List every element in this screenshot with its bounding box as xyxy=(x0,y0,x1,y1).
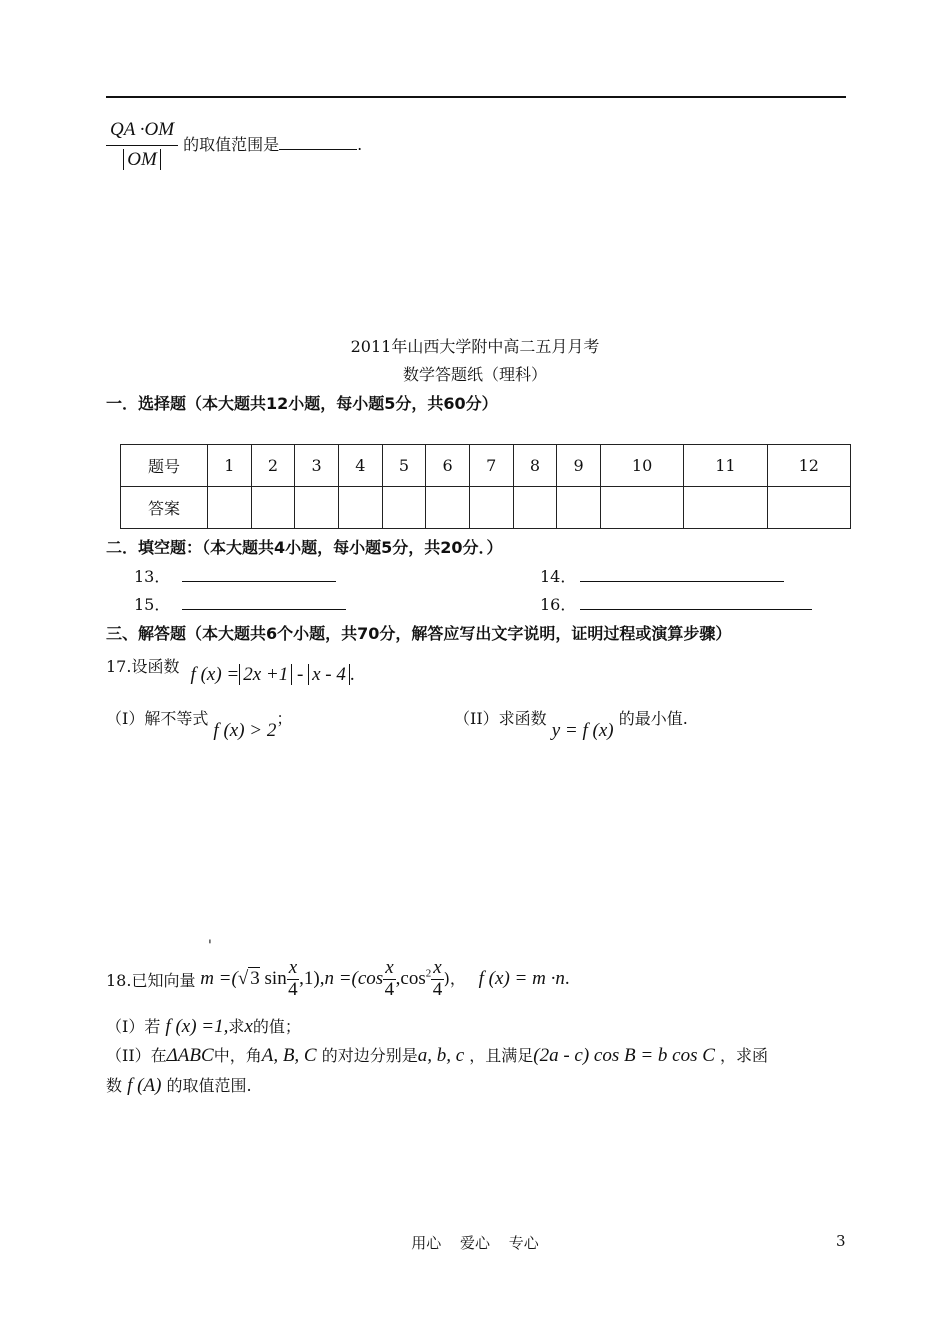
fraction-numerator: QA ·OM xyxy=(106,120,178,146)
fraction-x-over-4: $\frac{x}{4}$ xyxy=(432,957,443,1000)
question-number: 4 xyxy=(338,445,382,487)
vector-fraction xyxy=(106,120,178,171)
question-18 xyxy=(106,958,570,1001)
section1-heading: 一．选择题（本大题共12小题，每小题5分，共60分） xyxy=(106,394,498,413)
table-row xyxy=(121,487,851,529)
answer-cell[interactable] xyxy=(382,487,426,529)
answer-blank[interactable] xyxy=(279,135,357,150)
answer-table xyxy=(120,444,851,529)
blank-line-13[interactable] xyxy=(182,567,336,582)
answer-cell[interactable] xyxy=(338,487,382,529)
fill-blank-13: 13． xyxy=(134,564,336,587)
answer-cell[interactable] xyxy=(557,487,601,529)
question-number: 7 xyxy=(469,445,513,487)
question-number: 2 xyxy=(251,445,295,487)
question-17 xyxy=(106,654,355,685)
section2-heading: 二．填空题：（本大题共4小题，每小题5分，共20分．） xyxy=(106,538,503,557)
question-number: 11 xyxy=(684,445,767,487)
table-row xyxy=(121,445,851,487)
question-number: 10 xyxy=(600,445,683,487)
exam-subtitle: 数学答题纸（理科） xyxy=(402,365,547,384)
stray-mark: ' xyxy=(208,938,212,954)
answer-cell[interactable] xyxy=(426,487,470,529)
question-number: 12 xyxy=(767,445,850,487)
fill-blank-15: 15． xyxy=(134,592,346,615)
section3-heading: 三、解答题（本大题共6个小题，共70分，解答应写出文字说明，证明过程或演算步骤） xyxy=(106,624,732,643)
range-text: 的取值范围是 xyxy=(183,134,280,154)
question-number: 3 xyxy=(295,445,339,487)
fraction-denominator: OM xyxy=(106,146,178,171)
header-rule xyxy=(106,96,846,98)
row-label-number: 题号 xyxy=(121,445,208,487)
answer-cell[interactable] xyxy=(295,487,339,529)
question-number: 1 xyxy=(208,445,252,487)
fill-blank-16: 16． xyxy=(540,592,812,615)
q17-function: f (x) = 2x +1 - x - 4 . xyxy=(190,664,355,685)
answer-cell[interactable] xyxy=(600,487,683,529)
previous-question-tail: $\frac{QA \cdot OM}{OM}$ 的取值范围是 . xyxy=(106,120,362,171)
fraction-x-over-4: $\frac{x}{4}$ xyxy=(288,957,298,1000)
fill-blank-14: 14． xyxy=(540,564,784,587)
blank-line-14[interactable] xyxy=(580,567,784,582)
exam-title: 2011年山西大学附中高二五月月考 xyxy=(350,337,600,356)
q18-part2-line2: 数 f (A) 的取值范围. xyxy=(106,1075,252,1096)
question-number: 8 xyxy=(513,445,557,487)
footer-motto: 用心 爱心 专心 xyxy=(411,1234,539,1252)
q17-part1: （I）解不等式 f (x) > 2； xyxy=(106,709,293,741)
q17-label: 17.设函数 xyxy=(106,657,180,676)
blank-line-15[interactable] xyxy=(182,595,346,610)
q18-part1: （I）若 f (x) =1,求x的值； xyxy=(106,1016,301,1037)
fraction-x-over-4: $\frac{x}{4}$ xyxy=(384,957,395,1000)
answer-cell[interactable] xyxy=(251,487,295,529)
question-number: 9 xyxy=(557,445,601,487)
row-label-answer: 答案 xyxy=(121,487,208,529)
q18-label: 18.已知向量 xyxy=(106,970,196,990)
answer-cell[interactable] xyxy=(767,487,850,529)
q17-part2: （II）求函数 y = f (x) 的最小值. xyxy=(454,709,688,741)
answer-cell[interactable] xyxy=(684,487,767,529)
answer-cell[interactable] xyxy=(469,487,513,529)
question-number: 5 xyxy=(382,445,426,487)
question-number: 6 xyxy=(426,445,470,487)
q18-vector-m: m =(√ 3 sin $\frac{x}{4}$ ,1),n =(cos $\frac{x}{4}$ $,\cos^2$ $\frac{x}{4}$ )， f (x) = m ·n. xyxy=(200,957,570,1000)
answer-cell[interactable] xyxy=(208,487,252,529)
q18-part2-line1: （II）在ΔABC中，角A, B, C 的对边分别是a, b, c ，且满足(2a - c) cos B = b cos C ，求函 xyxy=(106,1045,769,1066)
page-number: 3 xyxy=(836,1232,846,1250)
blank-line-16[interactable] xyxy=(580,595,812,610)
answer-cell[interactable] xyxy=(513,487,557,529)
